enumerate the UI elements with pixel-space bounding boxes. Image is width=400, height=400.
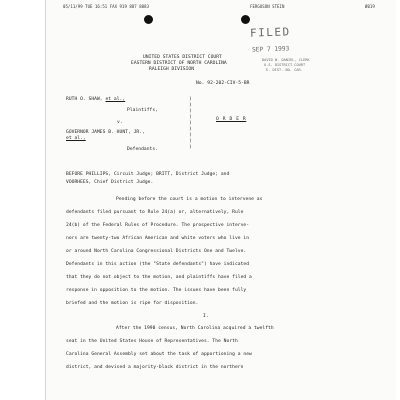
case-number: No. 92-202-CIV-5-BR — [196, 81, 250, 86]
versus-label: v. — [117, 120, 123, 125]
filed-stamp-date: SEP 7 1993 — [251, 45, 290, 54]
paragraph-1-line: or around North Carolina Congressional Districts One and Twelve. — [66, 249, 247, 254]
paragraph-1-line: response in opposition to the motion. The issues have been fully — [66, 288, 247, 293]
caption-brace: ) — [189, 139, 192, 144]
paragraph-2-line: After the 1990 census, North Carolina acquired a twelfth — [116, 326, 274, 331]
filed-stamp-clerk: DAVID W. DANIEL, CLERK — [262, 58, 310, 62]
plaintiffs-label: Plaintiffs, — [127, 108, 158, 113]
filed-stamp-district: E. DIST. NO. CAR. — [266, 68, 303, 72]
paragraph-2-line: seat in the United States House of Representatives. The North — [66, 339, 238, 344]
paragraph-1-line: defendants filed pursuant to Rule 24(a) or, alternatively, Rule — [66, 210, 244, 215]
paragraph-2-line: district, and devised a majority-black district in the northern — [66, 365, 244, 370]
court-division: RALEIGH DIVISION — [149, 67, 195, 72]
caption-brace: ) — [189, 133, 192, 138]
caption-brace: ) — [189, 103, 192, 108]
caption-brace: ) — [189, 97, 192, 102]
court-name: UNITED STATES DISTRICT COURT — [143, 55, 222, 60]
paragraph-1-line: Pending before the court is a motion to intervene as — [116, 197, 263, 202]
filed-stamp-court: U.S. DISTRICT COURT — [264, 63, 306, 67]
plaintiff-et-al: et al., — [105, 97, 126, 102]
caption-brace: ) — [189, 145, 192, 150]
filed-stamp-title: FILED — [249, 25, 291, 40]
defendant-name: GOVERNOR JAMES B. HUNT, JR., — [66, 130, 145, 135]
paragraph-1-line: 24(b) of the Federal Rules of Procedure. The prospective interve- — [66, 223, 250, 228]
fax-page-number: Ø019 — [365, 4, 375, 9]
paragraph-1-line: Defendants in this action (the "State defendants") have indicated — [66, 262, 250, 267]
order-title: O R D E R — [216, 117, 247, 122]
fax-header-line: 05/11/99 TUE 16:51 FAX 919 887 8883 — [63, 4, 150, 9]
judges-line-1: BEFORE PHILLIPS, Circuit Judge; BRITT, District Judge; and — [66, 172, 230, 177]
caption-brace: ) — [189, 115, 192, 120]
caption-brace: ) — [189, 109, 192, 114]
judges-line-2: VOORHEES, Chief District Judge. — [66, 180, 154, 185]
plaintiff-name — [66, 97, 125, 102]
punch-hole-left — [144, 15, 153, 24]
court-district: EASTERN DISTRICT OF NORTH CAROLINA — [131, 61, 227, 66]
plaintiff-name-text: RUTH O. SHAW, — [66, 97, 103, 102]
paragraph-1-line: briefed and the motion is ripe for disposition. — [66, 301, 199, 306]
defendant-et-al: et al., — [66, 136, 86, 141]
punch-hole-right — [241, 15, 250, 24]
caption-brace: ) — [189, 127, 192, 132]
fax-sender: FERGUSON STEIN — [250, 4, 285, 9]
caption-brace: ) — [189, 121, 192, 126]
defendants-label: Defendants. — [127, 147, 158, 152]
section-heading: I. — [203, 314, 209, 319]
paragraph-1-line: that they do not object to the motion, and plaintiffs have filed a — [66, 275, 252, 280]
paragraph-2-line: Carolina General Assembly set about the task of apportioning a new — [66, 352, 252, 357]
paragraph-1-line: nors are twenty-two African American and white voters who live in — [66, 236, 250, 241]
